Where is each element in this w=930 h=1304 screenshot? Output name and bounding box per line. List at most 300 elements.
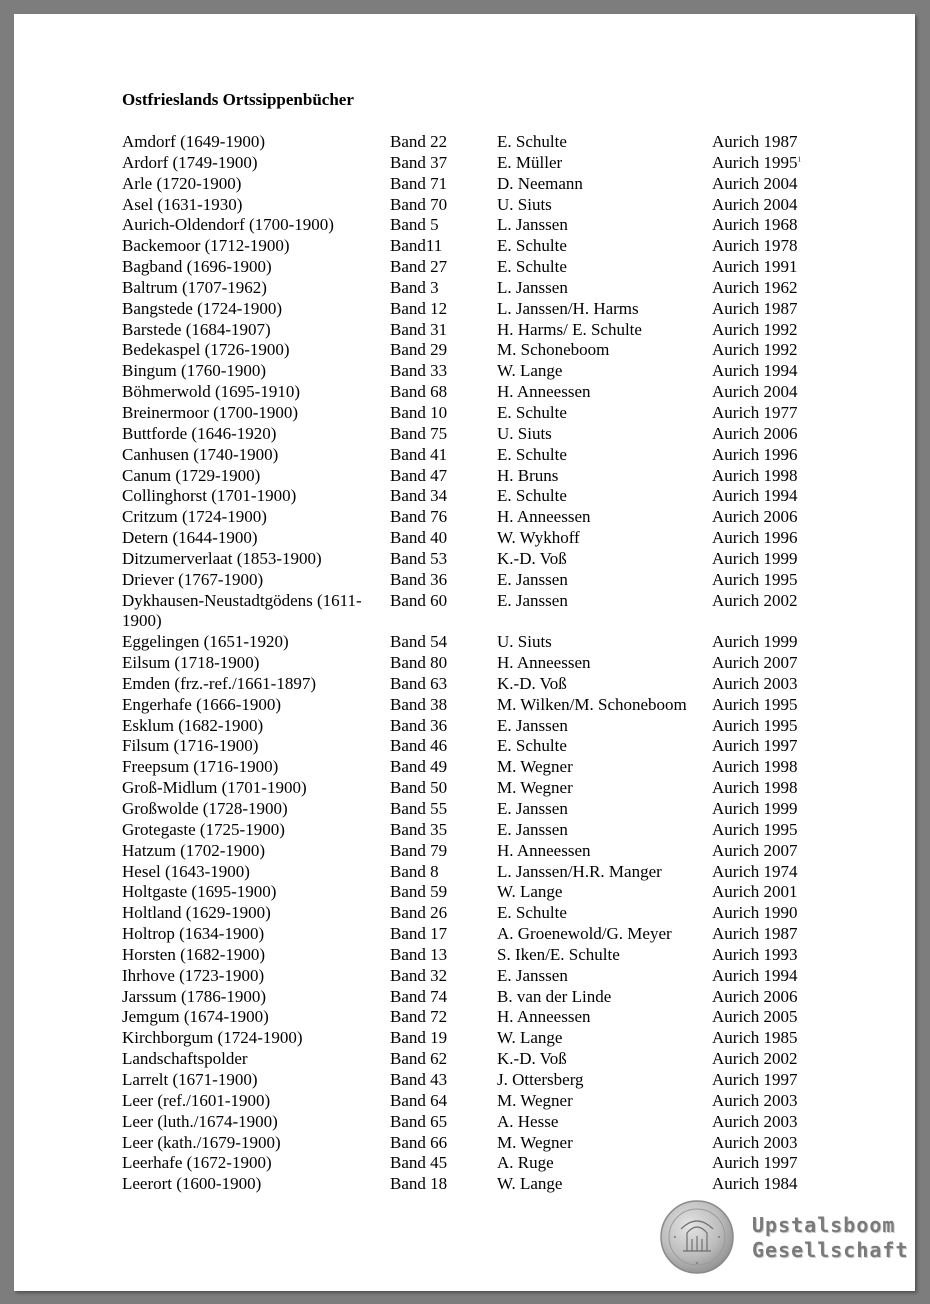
entry-place xyxy=(122,1153,384,1174)
entry-place-text: Holtgaste (1695-1900) xyxy=(122,882,277,902)
entry-row xyxy=(122,278,822,299)
entry-place xyxy=(122,1133,384,1154)
entry-author-text: E. Schulte xyxy=(497,132,567,151)
entry-band xyxy=(390,591,447,612)
entry-author-text: S. Iken/E. Schulte xyxy=(497,944,620,964)
entry-band xyxy=(390,778,447,799)
entry-place-text: Dykhausen-Neustadtgödens (1611-1900) xyxy=(122,590,362,631)
entry-band-text: Band 33 xyxy=(390,361,448,381)
entry-band-text: Band 37 xyxy=(390,152,448,172)
entry-place xyxy=(122,945,384,966)
entry-band-text: Band 70 xyxy=(390,194,448,214)
entry-row xyxy=(122,799,822,820)
entry-author-text: L. Janssen/H. Harms xyxy=(497,298,639,318)
entry-row xyxy=(122,966,822,987)
entry-author-text: L. Janssen/H.R. Manger xyxy=(497,861,662,881)
entry-band xyxy=(390,716,447,737)
entry-place xyxy=(122,778,384,799)
entry-band-text: Band 63 xyxy=(390,673,448,693)
entry-place xyxy=(122,716,384,737)
entry-band-text: Band 3 xyxy=(390,277,439,297)
entry-publication-text: Aurich 1993 xyxy=(712,944,798,964)
entry-publication xyxy=(712,695,797,716)
entry-place-text: Filsum (1716-1900) xyxy=(122,736,259,756)
entry-place xyxy=(122,841,384,862)
entry-publication xyxy=(712,1049,797,1070)
entry-band xyxy=(390,1091,447,1112)
entry-author xyxy=(497,528,580,549)
entry-author-text: M. Wegner xyxy=(497,1132,573,1152)
entry-author-text: K.-D. Voß xyxy=(497,548,567,568)
logo-text xyxy=(752,1213,909,1263)
entry-publication xyxy=(712,1070,797,1091)
entry-band-text: Band 68 xyxy=(390,382,448,402)
entry-place-text: Driever (1767-1900) xyxy=(122,569,264,589)
entry-author-text: L. Janssen xyxy=(497,215,568,235)
entry-place xyxy=(122,736,384,757)
entry-publication xyxy=(712,528,797,549)
entry-place-text: Breinermoor (1700-1900) xyxy=(122,402,299,422)
entry-author-text: E. Janssen xyxy=(497,819,568,839)
entry-band xyxy=(390,174,447,195)
entry-publication xyxy=(712,966,797,987)
entry-publication xyxy=(712,736,797,757)
entry-author-text: E. Schulte xyxy=(497,486,567,506)
entry-publication xyxy=(712,486,797,507)
entry-author-text: A. Groenewold/G. Meyer xyxy=(497,924,672,944)
entry-author-text: W. Wykhoff xyxy=(497,528,580,548)
logo-line-2: Gesellschaft xyxy=(752,1238,909,1262)
entry-place xyxy=(122,528,384,549)
entry-band xyxy=(390,507,447,528)
entry-band-text: Band 19 xyxy=(390,1028,448,1048)
entry-author xyxy=(497,1133,573,1154)
entry-publication-text: Aurich 1985 xyxy=(712,1028,798,1048)
entry-place-text: Leer (luth./1674-1900) xyxy=(122,1111,278,1131)
entry-place xyxy=(122,424,384,445)
entry-band-text: Band 62 xyxy=(390,1049,448,1069)
entry-row xyxy=(122,299,822,320)
entry-author-text: U. Siuts xyxy=(497,632,552,652)
entry-band-text: Band 34 xyxy=(390,486,448,506)
seal-icon xyxy=(659,1199,735,1275)
entry-place xyxy=(122,757,384,778)
entry-place-text: Esklum (1682-1900) xyxy=(122,715,264,735)
entry-band-text: Band 71 xyxy=(390,173,448,193)
society-logo xyxy=(659,1199,909,1279)
entry-publication-text: Aurich 2004 xyxy=(712,194,798,214)
entry-row xyxy=(122,382,822,403)
entry-author xyxy=(497,382,590,403)
entry-band-text: Band 76 xyxy=(390,507,448,527)
entry-place-text: Ihrhove (1723-1900) xyxy=(122,965,265,985)
entry-author xyxy=(497,757,573,778)
entry-band xyxy=(390,841,447,862)
entry-place-text: Bedekaspel (1726-1900) xyxy=(122,340,290,360)
entry-author-text: E. Janssen xyxy=(497,590,568,610)
entry-publication-text: Aurich 1999 xyxy=(712,799,798,818)
entry-publication xyxy=(712,1133,797,1154)
entry-author-text: M. Wegner xyxy=(497,1090,573,1110)
entry-band-text: Band 41 xyxy=(390,444,448,464)
entry-list xyxy=(122,132,822,1195)
entry-row xyxy=(122,361,822,382)
entry-publication-text: Aurich 1994 xyxy=(712,486,798,506)
entry-publication-text: Aurich 2007 xyxy=(712,840,798,860)
entry-place-text: Kirchborgum (1724-1900) xyxy=(122,1028,303,1048)
entry-band xyxy=(390,340,447,361)
entry-place xyxy=(122,549,384,570)
entry-author xyxy=(497,549,567,570)
entry-place xyxy=(122,799,384,820)
entry-band xyxy=(390,424,447,445)
entry-author xyxy=(497,1049,567,1070)
entry-band xyxy=(390,674,447,695)
entry-place-text: Detern (1644-1900) xyxy=(122,528,258,548)
entry-row xyxy=(122,340,822,361)
entry-author xyxy=(497,924,672,945)
entry-publication xyxy=(712,799,797,820)
entry-publication-text: Aurich 2005 xyxy=(712,1007,798,1027)
entry-band xyxy=(390,382,447,403)
entry-place-text: Asel (1631-1930) xyxy=(122,194,243,214)
entry-band xyxy=(390,632,447,653)
entry-author-text: U. Siuts xyxy=(497,194,552,214)
entry-publication-text: Aurich 1997 xyxy=(712,736,798,756)
entry-place-text: Ditzumerverlaat (1853-1900) xyxy=(122,548,322,568)
entry-band-text: Band 75 xyxy=(390,423,448,443)
entry-author-text: E. Müller xyxy=(497,152,563,172)
entry-place xyxy=(122,966,384,987)
entry-row xyxy=(122,570,822,591)
entry-band xyxy=(390,1049,447,1070)
entry-author-text: M. Wegner xyxy=(497,778,573,798)
entry-publication-text: Aurich 1999 xyxy=(712,548,798,568)
entry-band-text: Band 29 xyxy=(390,340,448,360)
entry-band xyxy=(390,466,447,487)
entry-author xyxy=(497,716,568,737)
entry-publication-text: Aurich 2003 xyxy=(712,673,798,693)
entry-publication xyxy=(712,299,797,320)
entry-publication xyxy=(712,903,797,924)
entry-place xyxy=(122,278,384,299)
entry-place xyxy=(122,1112,384,1133)
entry-band-text: Band 74 xyxy=(390,986,448,1006)
entry-place-text: Jarssum (1786-1900) xyxy=(122,986,267,1006)
entry-place xyxy=(122,361,384,382)
entry-author xyxy=(497,340,609,361)
entry-place xyxy=(122,1049,384,1070)
entry-publication-text: Aurich 2002 xyxy=(712,1049,798,1069)
entry-author xyxy=(497,632,552,653)
entry-author-text: A. Hesse xyxy=(497,1111,559,1131)
document-page xyxy=(14,14,915,1291)
entry-publication xyxy=(712,174,797,195)
entry-author xyxy=(497,903,567,924)
entry-author-text: H. Bruns xyxy=(497,465,559,485)
entry-place-text: Larrelt (1671-1900) xyxy=(122,1069,258,1089)
entry-publication xyxy=(712,195,797,216)
entry-band xyxy=(390,299,447,320)
entry-publication xyxy=(712,257,797,278)
entry-publication-text: Aurich 1995 xyxy=(712,569,798,589)
entry-row xyxy=(122,632,822,653)
entry-publication-text: Aurich 1995 xyxy=(712,715,798,735)
entry-row xyxy=(122,1007,822,1028)
entry-band-text: Band 54 xyxy=(390,632,448,652)
entry-author xyxy=(497,257,567,278)
entry-row xyxy=(122,695,822,716)
entry-band-text: Band 32 xyxy=(390,965,448,985)
entry-author xyxy=(497,466,558,487)
entry-row xyxy=(122,236,822,257)
entry-place xyxy=(122,320,384,341)
entry-publication-text: Aurich 1995 xyxy=(712,152,798,172)
entry-author xyxy=(497,1112,558,1133)
entry-place-text: Engerhafe (1666-1900) xyxy=(122,694,282,714)
entry-publication-text: Aurich 1992 xyxy=(712,340,798,360)
entry-author-text: E. Schulte xyxy=(497,736,567,756)
entry-band-text: Band 40 xyxy=(390,528,448,548)
entry-band xyxy=(390,445,447,466)
entry-author xyxy=(497,1091,573,1112)
entry-place xyxy=(122,1028,384,1049)
entry-place xyxy=(122,695,384,716)
entry-band xyxy=(390,549,447,570)
entry-place xyxy=(122,862,384,883)
entry-band-text: Band 45 xyxy=(390,1153,448,1173)
entry-place-text: Jemgum (1674-1900) xyxy=(122,1007,269,1027)
entry-publication xyxy=(712,320,797,341)
entry-publication-text: Aurich 2004 xyxy=(712,173,798,193)
entry-band-text: Band 79 xyxy=(390,840,448,860)
entry-band-text: Band 10 xyxy=(390,402,448,422)
entry-row xyxy=(122,215,822,236)
entry-band xyxy=(390,695,447,716)
entry-publication-text: Aurich 2004 xyxy=(712,382,798,402)
entry-row xyxy=(122,257,822,278)
entry-publication-text: Aurich 1997 xyxy=(712,1153,798,1173)
entry-author-text: D. Neemann xyxy=(497,173,583,193)
entry-author xyxy=(497,153,562,174)
entry-place xyxy=(122,466,384,487)
entry-place xyxy=(122,174,384,195)
entry-publication xyxy=(712,632,797,653)
entry-place-text: Buttforde (1646-1920) xyxy=(122,423,277,443)
entry-band xyxy=(390,361,447,382)
entry-band xyxy=(390,1133,447,1154)
entry-band-text: Band 5 xyxy=(390,215,439,235)
entry-band xyxy=(390,1112,447,1133)
entry-row xyxy=(122,1028,822,1049)
entry-band xyxy=(390,882,447,903)
entry-band-text: Band 43 xyxy=(390,1069,448,1089)
entry-band xyxy=(390,1028,447,1049)
entry-author-text: K.-D. Voß xyxy=(497,673,567,693)
entry-author xyxy=(497,320,642,341)
entry-place-text: Holtland (1629-1900) xyxy=(122,903,271,923)
entry-author xyxy=(497,486,567,507)
entry-row xyxy=(122,591,822,633)
entry-publication xyxy=(712,987,797,1008)
entry-place xyxy=(122,674,384,695)
entry-band xyxy=(390,799,447,820)
entry-band xyxy=(390,132,447,153)
entry-band xyxy=(390,570,447,591)
entry-band-text: Band 17 xyxy=(390,924,448,944)
entry-publication-text: Aurich 2006 xyxy=(712,423,798,443)
entry-publication xyxy=(712,507,797,528)
entry-author xyxy=(497,1028,562,1049)
entry-publication-text: Aurich 1991 xyxy=(712,257,798,277)
entry-publication xyxy=(712,340,797,361)
entry-publication xyxy=(712,1028,797,1049)
entry-publication-text: Aurich 1997 xyxy=(712,1069,798,1089)
entry-band xyxy=(390,528,447,549)
entry-author-text: E. Janssen xyxy=(497,715,568,735)
entry-band-text: Band 64 xyxy=(390,1090,448,1110)
entry-publication-text: Aurich 1998 xyxy=(712,757,798,777)
entry-place-text: Leerhafe (1672-1900) xyxy=(122,1153,272,1173)
entry-publication-text: Aurich 1998 xyxy=(712,465,798,485)
entry-author xyxy=(497,799,568,820)
entry-place xyxy=(122,882,384,903)
entry-author xyxy=(497,820,568,841)
entry-band xyxy=(390,1174,447,1195)
entry-publication-text: Aurich 2003 xyxy=(712,1111,798,1131)
entry-band-text: Band 59 xyxy=(390,882,448,902)
entry-place-text: Großwolde (1728-1900) xyxy=(122,799,288,818)
entry-band-text: Band 26 xyxy=(390,903,448,923)
entry-row xyxy=(122,903,822,924)
entry-author xyxy=(497,132,567,153)
entry-author-text: H. Anneessen xyxy=(497,507,591,527)
entry-row xyxy=(122,736,822,757)
entry-place xyxy=(122,382,384,403)
entry-row xyxy=(122,1070,822,1091)
entry-author-text: M. Wilken/M. Schoneboom xyxy=(497,694,687,714)
entry-publication xyxy=(712,361,797,382)
entry-place-text: Bangstede (1724-1900) xyxy=(122,298,283,318)
entry-row xyxy=(122,1153,822,1174)
entry-publication xyxy=(712,570,797,591)
entry-author xyxy=(497,1007,590,1028)
entry-band xyxy=(390,195,447,216)
entry-place xyxy=(122,924,384,945)
entry-place xyxy=(122,132,384,153)
entry-place xyxy=(122,340,384,361)
entry-band-text: Band 35 xyxy=(390,819,448,839)
entry-row xyxy=(122,841,822,862)
entry-place-text: Bagband (1696-1900) xyxy=(122,257,272,277)
entry-band xyxy=(390,1153,447,1174)
entry-place xyxy=(122,987,384,1008)
document-title: Ostfrieslands Ortssippenbücher xyxy=(122,90,354,109)
entry-band-text: Band 13 xyxy=(390,944,448,964)
entry-publication xyxy=(712,841,797,862)
entry-author-text: J. Ottersberg xyxy=(497,1069,584,1089)
entry-place-text: Arle (1720-1900) xyxy=(122,173,242,193)
entry-place-text: Eilsum (1718-1900) xyxy=(122,653,260,673)
entry-publication xyxy=(712,382,797,403)
entry-publication-text: Aurich 1995 xyxy=(712,819,798,839)
entry-publication-text: Aurich 1977 xyxy=(712,402,798,422)
entry-row xyxy=(122,1112,822,1133)
entry-place xyxy=(122,486,384,507)
entry-place xyxy=(122,257,384,278)
entry-place xyxy=(122,445,384,466)
entry-publication-text: Aurich 1987 xyxy=(712,132,798,151)
entry-author xyxy=(497,299,639,320)
entry-band-text: Band 72 xyxy=(390,1007,448,1027)
entry-band xyxy=(390,153,447,174)
entry-author-text: H. Harms/ E. Schulte xyxy=(497,319,642,339)
entry-band xyxy=(390,903,447,924)
entry-publication xyxy=(712,674,797,695)
entry-publication-text: Aurich 1978 xyxy=(712,236,798,256)
entry-author-text: E. Schulte xyxy=(497,402,567,422)
entry-publication-text: Aurich 1994 xyxy=(712,361,798,381)
entry-place-text: Backemoor (1712-1900) xyxy=(122,236,290,256)
entry-publication-text: Aurich 2003 xyxy=(712,1090,798,1110)
entry-row xyxy=(122,653,822,674)
entry-author-text: E. Schulte xyxy=(497,257,567,277)
entry-publication-text: Aurich 2007 xyxy=(712,653,798,673)
entry-publication-text: Aurich 2001 xyxy=(712,882,798,902)
entry-publication-text: Aurich 2006 xyxy=(712,986,798,1006)
entry-place-text: Baltrum (1707-1962) xyxy=(122,277,267,297)
entry-band-text: Band 8 xyxy=(390,861,439,881)
entry-author-text: M. Wegner xyxy=(497,757,573,777)
entry-place-text: Eggelingen (1651-1920) xyxy=(122,632,289,652)
entry-row xyxy=(122,987,822,1008)
entry-place xyxy=(122,591,384,633)
entry-author xyxy=(497,1070,584,1091)
entry-place xyxy=(122,215,384,236)
entry-place-text: Barstede (1684-1907) xyxy=(122,319,271,339)
entry-publication xyxy=(712,591,797,612)
entry-publication-text: Aurich 1995 xyxy=(712,694,798,714)
entry-place-text: Ardorf (1749-1900) xyxy=(122,152,258,172)
entry-place xyxy=(122,236,384,257)
entry-publication xyxy=(712,757,797,778)
entry-row xyxy=(122,528,822,549)
entry-author-text: W. Lange xyxy=(497,882,563,902)
entry-author xyxy=(497,1174,562,1195)
entry-publication xyxy=(712,236,797,257)
entry-publication-text: Aurich 1996 xyxy=(712,528,798,548)
entry-row xyxy=(122,195,822,216)
entry-row xyxy=(122,445,822,466)
entry-band xyxy=(390,987,447,1008)
entry-place-text: Hesel (1643-1900) xyxy=(122,861,250,881)
entry-place xyxy=(122,299,384,320)
entry-author-text: L. Janssen xyxy=(497,277,568,297)
entry-author-text: H. Anneessen xyxy=(497,1007,591,1027)
entry-band-text: Band 53 xyxy=(390,548,448,568)
entry-author-text: E. Schulte xyxy=(497,444,567,464)
entry-author xyxy=(497,195,552,216)
entry-row xyxy=(122,507,822,528)
entry-publication xyxy=(712,1091,797,1112)
entry-band-text: Band 22 xyxy=(390,132,448,151)
entry-band-text: Band 12 xyxy=(390,298,448,318)
entry-publication-text: Aurich 1962 xyxy=(712,277,798,297)
entry-publication xyxy=(712,1174,797,1195)
entry-row xyxy=(122,466,822,487)
entry-row xyxy=(122,1133,822,1154)
entry-band-text: Band11 xyxy=(390,236,443,256)
